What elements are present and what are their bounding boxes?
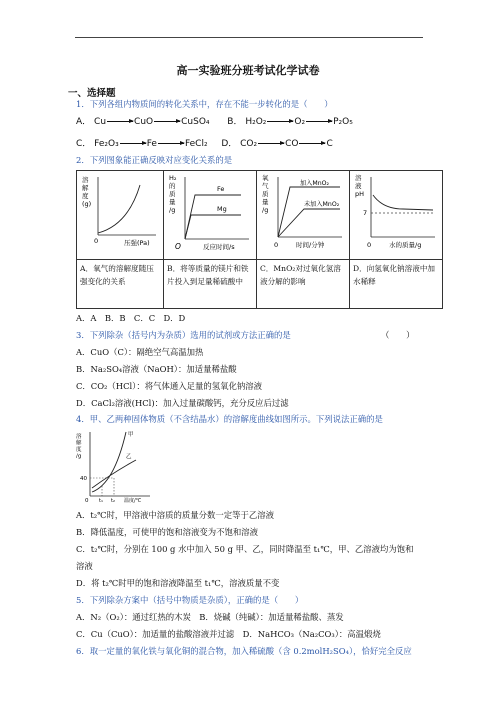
q1-b-s1: H₂O₂ (245, 117, 267, 127)
axis-label-line: 氧 (262, 174, 269, 182)
axis-label-line: 溶 (355, 174, 362, 182)
q2-chart-b-cell (164, 171, 257, 260)
chart-b-mg-label: Mg (217, 205, 227, 213)
q2-desc-d: D．向氢氧化钠溶液中加水稀释 (350, 260, 443, 309)
q1-d-s1: CO₂ (240, 139, 258, 149)
q4-t2: t₂ (111, 498, 115, 504)
axis-label-line: 气 (262, 182, 269, 190)
q5-stem: 5．下列除杂方案中（括号中物质是杂质），正确的是（ ） (76, 595, 304, 605)
q1-a-tag: A． (76, 117, 92, 127)
q4-option-c-cont: 溶液 (76, 561, 93, 571)
q5-options-ab: A．N₂（O₂）：通过红热的木炭 B．烧碱（纯碱）：加适量稀盐酸、蒸发 (76, 612, 344, 622)
axis-label-line: 解 (76, 440, 82, 447)
axis-label-line: 量 (262, 198, 269, 206)
q1-b-s3: P₂O₅ (333, 117, 353, 127)
axis-label-line: /g (76, 453, 82, 460)
q1-a-s3: CuSO₄ (181, 117, 210, 127)
chart-b-fe-label: Fe (217, 185, 225, 193)
axis-label-line: pH (355, 190, 365, 198)
q1-d-s2: CO (285, 139, 299, 149)
arrow-icon (154, 121, 180, 122)
q2-chart-a (80, 173, 160, 253)
chart-c-line-without (278, 209, 340, 237)
chart-a-xlabel: 压强(Pa) (124, 239, 150, 247)
q2-chart-c (260, 173, 346, 253)
q2-desc-b: B．将等质量的镁片和铁片投入到足量稀硫酸中 (164, 260, 257, 309)
arrow-icon (299, 143, 325, 144)
q2-options: A．A B．B C．C D．D (76, 313, 186, 323)
chart-c-with-label: 加入MnO₂ (300, 180, 329, 187)
chart-b-xlabel: 反应时间/s (203, 243, 235, 251)
chart-d-origin: 0 (367, 241, 372, 249)
q2-chart-a-cell (77, 171, 164, 260)
axis-label-line: 解 (82, 184, 89, 192)
axis-label-line: 液 (355, 182, 362, 190)
axis-label-line: 量 (169, 198, 176, 206)
arrow-icon (306, 121, 332, 122)
chart-c-line-with (278, 187, 340, 237)
axis-label-line: 质 (169, 190, 176, 198)
q2-desc-a: A．氧气的溶解度随压强变化的关系 (77, 260, 164, 309)
q1-a-s2: CuO (134, 117, 154, 127)
q4-curve-yi (92, 460, 136, 488)
q1-d-tag: D． (221, 139, 238, 149)
chart-d-tick7: 7 (363, 209, 368, 217)
chart-c-without-label: 未加入MnO₂ (304, 201, 340, 208)
q4-y40: 40 (80, 476, 87, 482)
chart-b-line-mg (185, 215, 241, 239)
q3-option-a: A．CuO（C）：隔绝空气高温加热 (76, 347, 204, 357)
q3-paren: （ ） (381, 330, 415, 340)
q4-chart-ylabel (76, 432, 82, 460)
q4-solubility-chart (74, 426, 154, 504)
q2-chart-d-cell (350, 171, 443, 260)
q2-table (76, 170, 443, 309)
chart-d-ylabel (355, 173, 364, 198)
arrow-icon (158, 143, 184, 144)
q1-c-s2: Fe (146, 139, 157, 149)
arrow-icon (107, 121, 133, 122)
q4-stem: 4．甲、乙两种固体物质（不含结晶水）的溶解度曲线如图所示。下列说法正确的是 (76, 414, 383, 424)
axis-label-line: 质 (262, 190, 269, 198)
axis-label-line: H₂ (169, 174, 177, 182)
axis-label-line: 度 (82, 192, 89, 200)
q1-row-cd (76, 136, 333, 149)
q4-x0: 0 (85, 498, 89, 504)
q5-options-cd: C．Cu（CuO）：加适量的盐酸溶液并过滤 D．NaHCO₃（Na₂CO₃）：高温煅烧 (76, 629, 381, 639)
q4-xlabel: 温度/℃ (124, 498, 142, 504)
page-title: 高一实验班分班考试化学试卷 (176, 64, 320, 77)
q2-desc-c: C．MnO₂对过氧化氢溶液分解的影响 (257, 260, 350, 309)
q6-stem: 6．取一定量的氧化铁与氧化铜的混合物，加入稀硫酸（含 0.2molH₂SO₄），恰好完全反应 (76, 646, 412, 656)
chart-a-origin: 0 (94, 237, 99, 245)
section-heading: 一、选择题 (68, 88, 116, 99)
q1-stem: 1．下列各组内物质间的转化关系中，存在不能一步转化的是（ ） (76, 99, 333, 109)
arrow-icon (267, 121, 293, 122)
axis-label-line: /g (169, 206, 176, 214)
q3-stem-text: 3．下列除杂（括号内为杂质）选用的试剂或方法正确的是 (76, 330, 291, 340)
q4-option-a: A．t₂℃时，甲溶液中溶质的质量分数一定等于乙溶液 (76, 510, 275, 520)
q1-c-tag: C． (76, 139, 92, 149)
q1-b-s2: O₂ (294, 117, 306, 127)
q3-option-d: D．CaCl₂溶液(HCl)：加入过量碳酸钙，充分反应后过滤 (76, 398, 289, 408)
q1-row-ab (76, 114, 353, 127)
axis-label-line: 的 (169, 182, 176, 190)
q3-stem (76, 329, 415, 341)
q2-chart-b (167, 173, 253, 253)
chart-b-line-fe (185, 195, 241, 239)
q4-option-c: C．t₂℃时，分别在 100 g 水中加入 50 g 甲、乙，同时降温至 t₁℃，甲、乙溶液均为饱和 (76, 544, 414, 554)
q1-b-tag: B． (227, 117, 243, 127)
chart-d-xlabel: 水的质量/g (389, 241, 422, 249)
q3-option-b: B．Na₂SO₄溶液（NaOH）：加适量稀盐酸 (76, 364, 237, 374)
axis-label-line: 溶 (76, 434, 82, 440)
chart-c-xlabel: 时间/分钟 (296, 241, 325, 249)
q4-option-b: B．降低温度，可使甲的饱和溶液变为不饱和溶液 (76, 527, 259, 537)
chart-b-ylabel (169, 174, 177, 214)
q1-a-s1: Cu (94, 117, 107, 127)
axis-label-line: /g (262, 206, 269, 214)
q4-label-jia: 甲 (128, 432, 134, 438)
q2-stem: 2．下列图象能正确反映对应变化关系的是 (76, 155, 233, 165)
chart-c-origin: 0 (274, 241, 279, 249)
q4-label-yi: 乙 (126, 454, 132, 460)
chart-d-curve (373, 195, 433, 210)
q1-c-s3: FeCl₂ (184, 139, 208, 149)
chart-a-curve (98, 185, 140, 233)
axis-label-line: 度 (76, 447, 82, 453)
q2-chart-c-cell (257, 171, 350, 260)
q4-option-d: D．将 t₂℃时甲的饱和溶液降温至 t₁℃，溶液质量不变 (76, 578, 280, 588)
q1-d-s3: C (326, 139, 333, 149)
arrow-icon (120, 143, 146, 144)
q1-c-s1: Fe₂O₃ (94, 139, 119, 149)
q4-curve-jia (92, 432, 126, 492)
chart-a-ylabel (82, 175, 91, 208)
chart-c-ylabel (262, 173, 269, 214)
axis-label-line: (g) (82, 200, 92, 208)
q3-option-c: C．CO₂（HCl）：将气体通入足量的氢氧化钠溶液 (76, 381, 262, 391)
header-rule (75, 37, 423, 38)
arrow-icon (258, 143, 284, 144)
axis-label-line: 溶 (82, 176, 89, 184)
chart-b-origin: O (175, 242, 181, 251)
q4-t1: t₁ (99, 498, 103, 504)
q2-chart-d (353, 173, 439, 253)
